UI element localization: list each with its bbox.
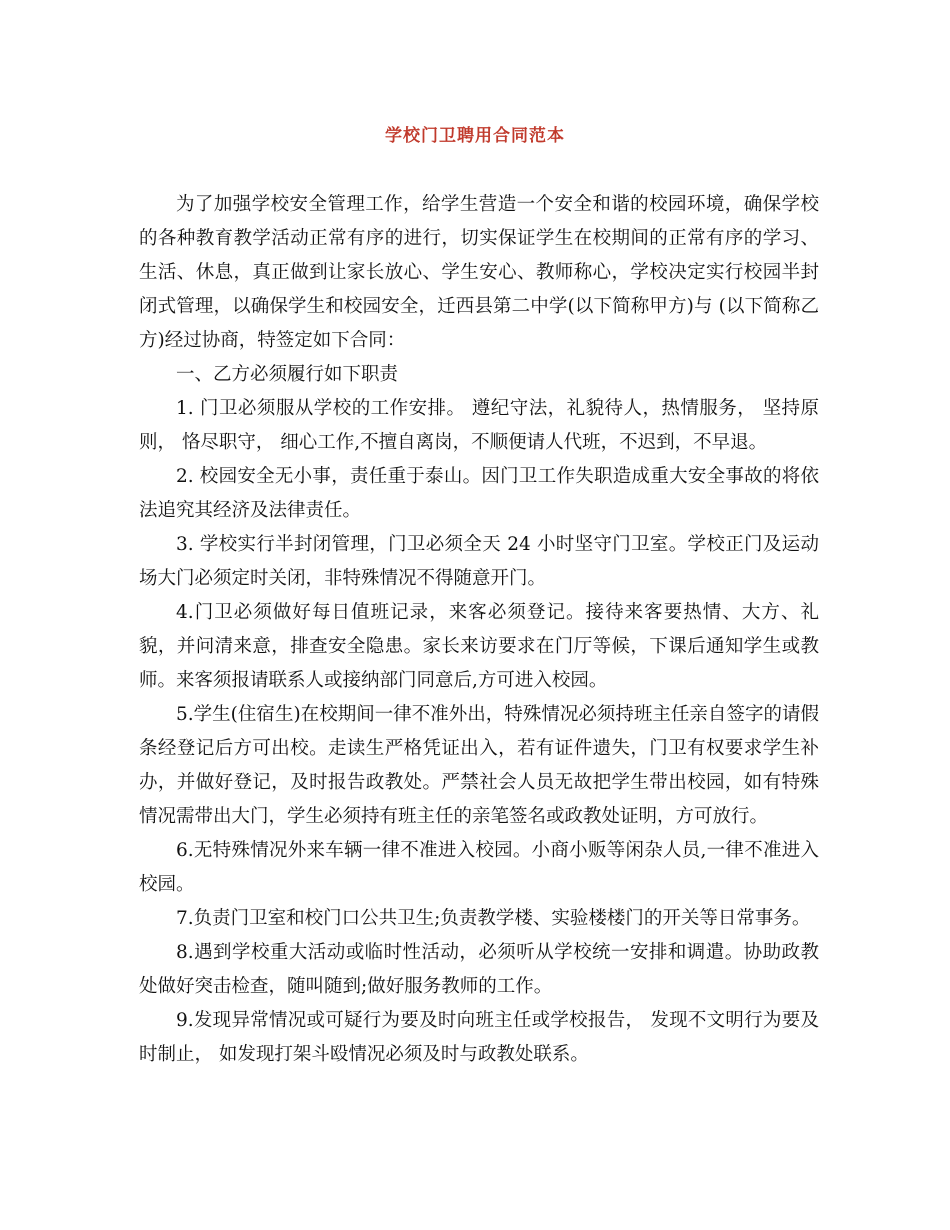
clause-7: 7.负责门卫室和校门口公共卫生;负责教学楼、实验楼楼门的开关等日常事务。 (176, 908, 811, 929)
clause-8: 8.遇到学校重大活动或临时性活动，必须听从学校统一安排和调遣。协助政教处做好突击检查，随叫随到;做好服务教师的工作。 (139, 942, 819, 997)
clause-4: 4.门卫必须做好每日值班记录，来客必须登记。接待来客要热情、大方、礼貌，并问清来意，排查安全隐患。家长来访要求在门厅等候，下课后通知学生或教师。来客须报请联系人或接纳部门同意后,方可进入校园。 (139, 602, 819, 691)
clause-3: 3. 学校实行半封闭管理，门卫必须全天 24 小时坚守门卫室。学校正门及运动场大门必须定时关闭，非特殊情况不得随意开门。 (139, 534, 819, 589)
section-heading: 一、乙方必须履行如下职责 (176, 364, 399, 385)
clause-1: 1. 门卫必须服从学校的工作安排。 遵纪守法，礼貌待人，热情服务， 坚持原则， 恪尽职守， 细心工作,不擅自离岗，不顺便请人代班，不迟到，不早退。 (139, 398, 819, 453)
clause-6: 6.无特殊情况外来车辆一律不准进入校园。小商小贩等闲杂人员,一律不准进入校园。 (139, 840, 819, 895)
document-body (139, 188, 819, 1072)
clause-9: 9.发现异常情况或可疑行为要及时向班主任或学校报告， 发现不文明行为要及时制止， 如发现打架斗殴情况必须及时与政教处联系。 (139, 1010, 819, 1065)
document-title: 学校门卫聘用合同范本 (385, 126, 565, 146)
intro-paragraph: 为了加强学校安全管理工作，给学生营造一个安全和谐的校园环境，确保学校的各种教育教学活动正常有序的进行，切实保证学生在校期间的正常有序的学习、生活、休息，真正做到让家长放心、学生安心、教师称心，学校决定实行校园半封闭式管理，以确保学生和校园安全，迁西县第二中学(以下简称甲方)与 (以下简称乙方)经过协商，特签定如下合同： (139, 194, 819, 351)
clause-2: 2. 校园安全无小事，责任重于泰山。因门卫工作失职造成重大安全事故的将依法追究其经济及法律责任。 (139, 466, 819, 521)
clause-5: 5.学生(住宿生)在校期间一律不准外出，特殊情况必须持班主任亲自签字的请假条经登记后方可出校。走读生严格凭证出入，若有证件遗失，门卫有权要求学生补办，并做好登记，及时报告政教处。严禁社会人员无故把学生带出校园，如有特殊情况需带出大门，学生必须持有班主任的亲笔签名或政教处证明，方可放行。 (139, 704, 819, 827)
